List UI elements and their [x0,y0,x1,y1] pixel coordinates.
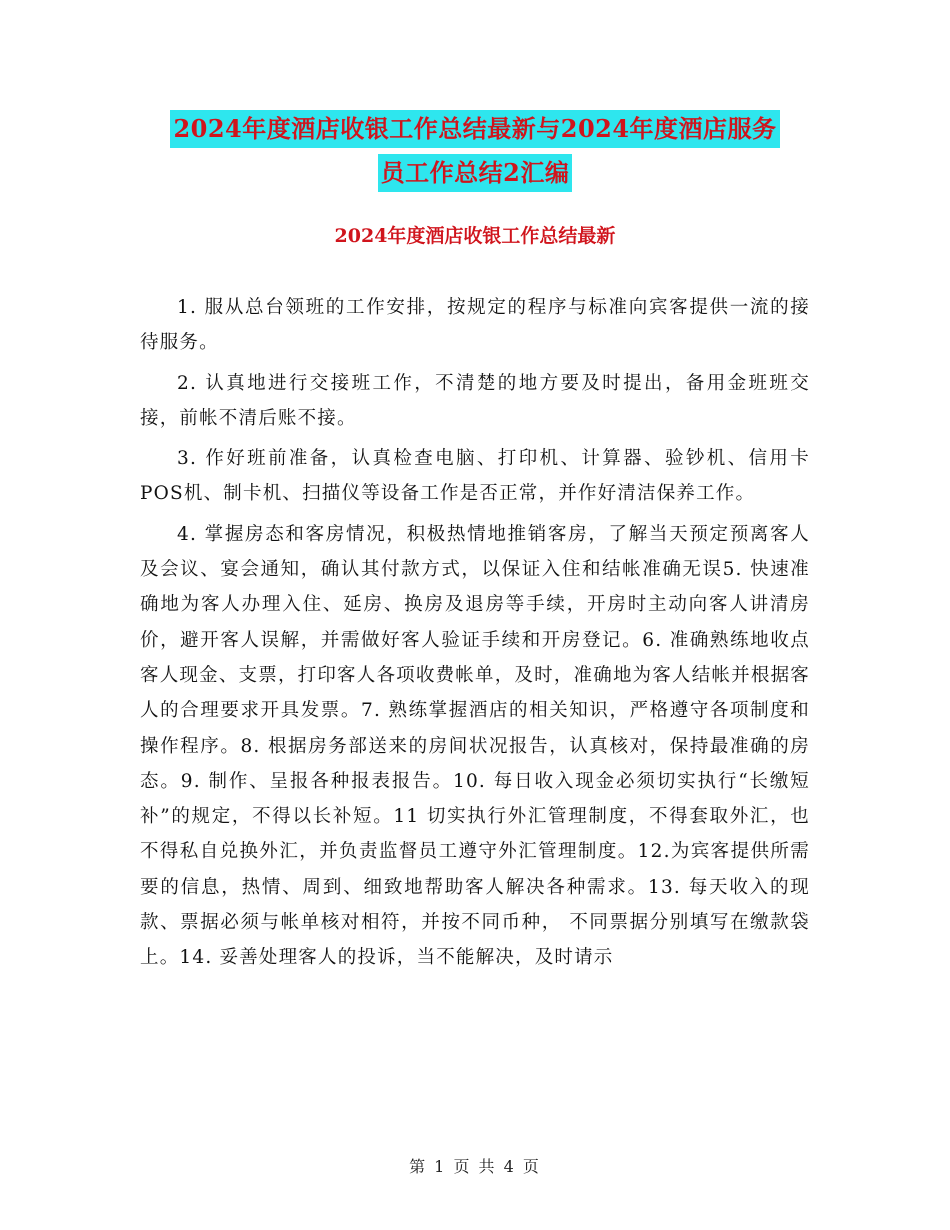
paragraph-1: 1. 服从总台领班的工作安排，按规定的程序与标准向宾客提供一流的接待服务。 [140,297,810,354]
page-number-footer: 第 1 页 共 4 页 [409,1157,541,1176]
title-line-1: 2024年度酒店收银工作总结最新与2024年度酒店服务 [170,110,779,148]
paragraph-4: 4. 掌握房态和客房情况，积极热情地推销客房，了解当天预定预离客人及会议、宴会通知，确认其付款方式，以保证入住和结帐准确无误5. 快速准确地为客人办理入住、延房、换房及退房等手续，开房时主动向客人讲清房价，避开客人误解，并需做好客人验证手续和开房登记。6. 准确熟练地收点客人现金、支票，打印客人各项收费帐单，及时，准确地为客人结帐并根据客人的合理要求开具发票。7. 熟练掌握酒店的相关知识，严格遵守各项制度和操作程序。8. 根据房务部送来的房间状况报告，认真核对，保持最准确的房态。9. 制作、呈报各种报表报告。10. 每日收入现金必须切实执行“长缴短补”的规定，不得以长补短。11 切实执行外汇管理制度，不得套取外汇，也不得私自兑换外汇，并负责监督员工遵守外汇管理制度。12.为宾客提供所需要的信息，热情、周到、细致地帮助客人解决各种需求。13. 每天收入的现款、票据必须与帐单核对相符，并按不同币种， 不同票据分别填写在缴款袋上。14. 妥善处理客人的投诉，当不能解决，及时请示 [140,523,810,969]
paragraph-3: 3. 作好班前准备，认真检查电脑、打印机、计算器、验钞机、信用卡POS机、制卡机、扫描仪等设备工作是否正常，并作好清洁保养工作。 [140,448,810,505]
section-heading: 2024年度酒店收银工作总结最新 [334,225,616,247]
paragraph-2: 2. 认真地进行交接班工作，不清楚的地方要及时提出，备用金班班交接，前帐不清后账不接。 [140,372,810,429]
document-title [0,110,950,198]
title-line-2: 员工作总结2汇编 [378,154,573,192]
body-text [140,290,810,976]
